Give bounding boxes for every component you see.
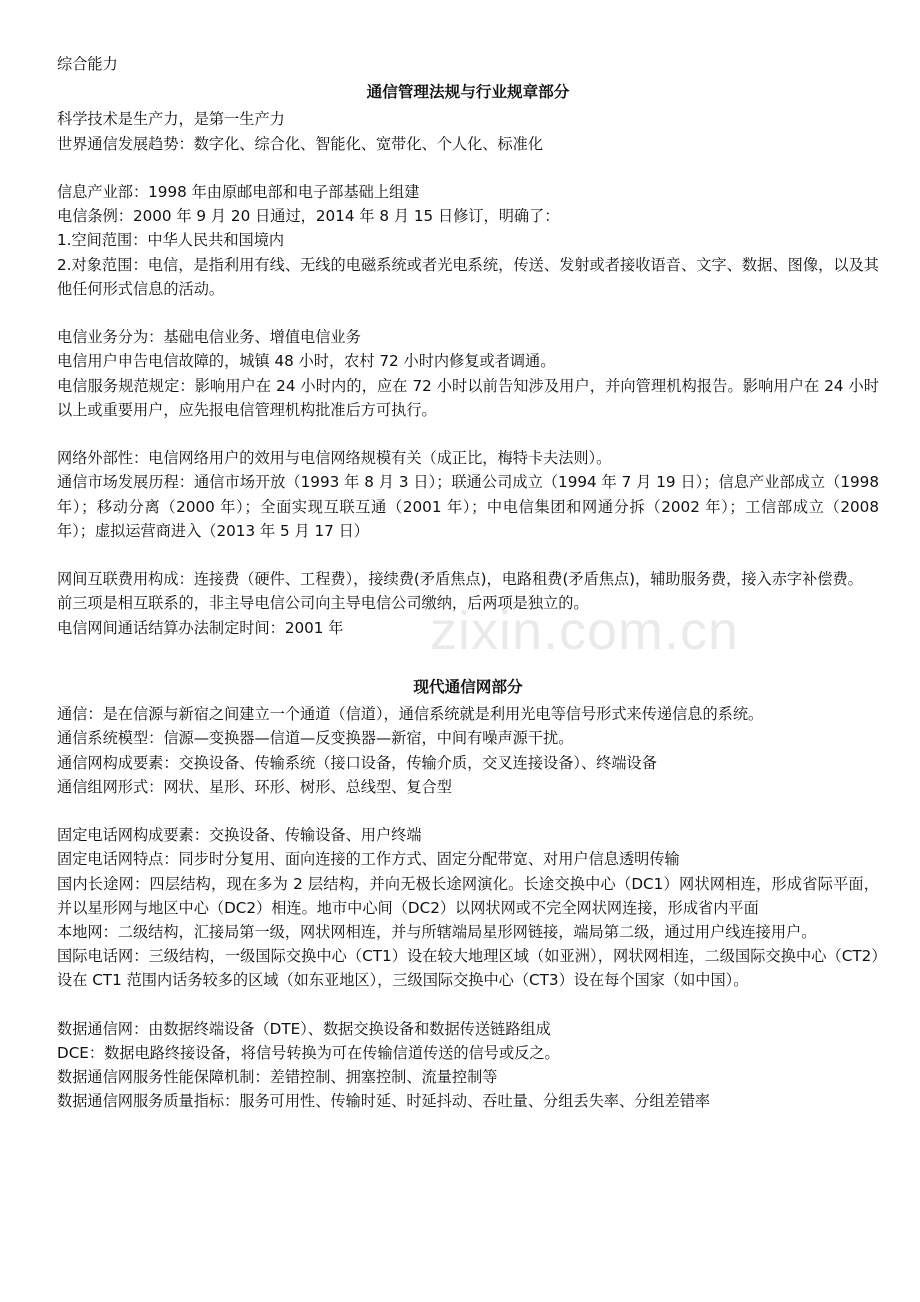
text-line: 世界通信发展趋势：数字化、综合化、智能化、宽带化、个人化、标准化 <box>57 134 543 153</box>
text-line: 数据通信网服务质量指标：服务可用性、传输时延、时延抖动、吞吐量、分组丢失率、分组差错率 <box>57 1092 711 1111</box>
section-heading-regulations: 通信管理法规与行业规章部分 <box>366 83 570 102</box>
text-paragraph: 国际电话网：三级结构，一级国际交换中心（CT1）设在较大地理区域（如亚洲），网状网相连，二级国际交换中心（CT2）设在 CT1 范围内话务较多的区域（如东亚地区），三级国际交换中心（CT3）设在每个国家（如中国）。 <box>57 947 879 990</box>
document-page <box>57 52 879 1114</box>
text-line: 数据通信网：由数据终端设备（DTE）、数据交换设备和数据传送链路组成 <box>57 1019 551 1038</box>
text-line: 固定电话网特点：同步时分复用、面向连接的工作方式、固定分配带宽、对用户信息透明传输 <box>57 850 680 869</box>
text-line: 电信业务分为：基础电信业务、增值电信业务 <box>57 328 361 347</box>
text-line: 前三项是相互联系的，非主导电信公司向主导电信公司缴纳，后两项是独立的。 <box>57 594 589 613</box>
text-paragraph: 国内长途网：四层结构，现在多为 2 层结构，并向无极长途网演化。长途交换中心（DC1）网状网相连，形成省际平面，并以星形网与地区中心（DC2）相连。地市中心间（DC2）以网状网或不完全网状网连接，形成省内平面 <box>57 874 879 917</box>
text-line: 数据通信网服务性能保障机制：差错控制、拥塞控制、流量控制等 <box>57 1068 498 1087</box>
text-line: 科学技术是生产力，是第一生产力 <box>57 110 285 129</box>
text-line: 信息产业部：1998 年由原邮电部和电子部基础上组建 <box>57 183 420 201</box>
text-line: 电信用户申告电信故障的，城镇 48 小时，农村 72 小时内修复或者调通。 <box>57 352 556 371</box>
watermark: zixin.com.cn <box>430 601 740 661</box>
text-paragraph: 通信市场发展历程：通信市场开放（1993 年 8 月 3 日）；联通公司成立（1994 年 7 月 19 日）；信息产业部成立（1998 年）；移动分离（2000 年）；全面实现互联互通（2001 年）；中电信集团和网通分拆（2002 年）；工信部成立（2008 年）；虚拟运营商进入（2013 年 5 月 17 日） <box>57 473 879 540</box>
text-line: 通信组网形式：网状、星形、环形、树形、总线型、复合型 <box>57 777 452 796</box>
text-paragraph: 本地网：二级结构，汇接局第一级，网状网相连，并与所辖端局星形网链接，端局第二级，通过用户线连接用户。 <box>57 923 817 942</box>
text-line: 网络外部性：电信网络用户的效用与电信网络规模有关（成正比，梅特卡夫法则）。 <box>57 449 612 468</box>
text-line: DCE：数据电路终接设备，将信号转换为可在传输信道传送的信号或反之。 <box>57 1044 560 1063</box>
section-heading-network: 现代通信网部分 <box>413 678 523 696</box>
text-line: 1.空间范围：中华人民共和国境内 <box>57 231 285 250</box>
text-line: 通信网构成要素：交换设备、传输系统（接口设备，传输介质，交叉连接设备）、终端设备 <box>57 753 657 772</box>
text-paragraph: 网间互联费用构成：连接费（硬件、工程费），接续费(矛盾焦点)，电路租费(矛盾焦点)，辅助服务费，接入赤字补偿费。 <box>57 570 863 589</box>
text-paragraph: 电信服务规范规定：影响用户在 24 小时内的，应在 72 小时以前告知涉及用户，并向管理机构报告。影响用户在 24 小时以上或重要用户，应先报电信管理机构批准后方可执行。 <box>57 376 879 419</box>
text-line: 固定电话网构成要素：交换设备、传输设备、用户终端 <box>57 826 422 845</box>
text-line: 电信网间通话结算办法制定时间：2001 年 <box>57 618 344 637</box>
text-line: 通信系统模型：信源—变换器—信道—反变换器—新宿，中间有噪声源干扰。 <box>57 729 574 748</box>
text-line: 电信条例：2000 年 9 月 20 日通过，2014 年 8 月 15 日修订，明确了： <box>57 207 560 226</box>
text-paragraph: 2.对象范围：电信，是指利用有线、无线的电磁系统或者光电系统，传送、发射或者接收语音、文字、数据、图像，以及其他任何形式信息的活动。 <box>57 255 879 298</box>
top-label: 综合能力 <box>57 55 118 73</box>
text-line: 通信：是在信源与新宿之间建立一个通道（信道），通信系统就是利用光电等信号形式来传递信息的系统。 <box>57 705 764 724</box>
